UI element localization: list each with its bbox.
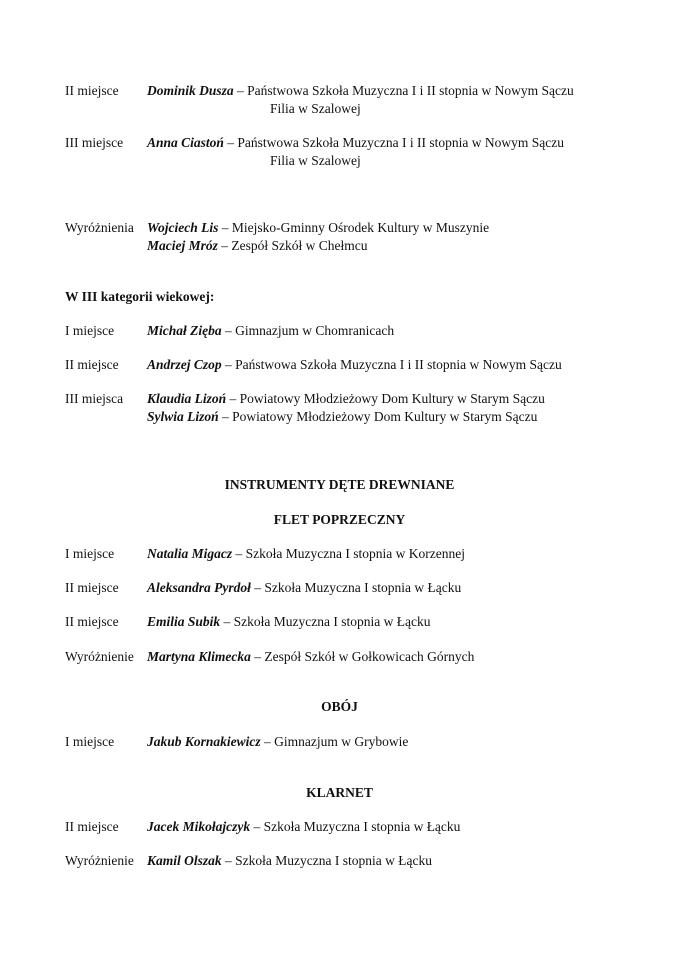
award-entry [147,818,460,835]
award-label: II miejsce [65,83,119,98]
school-name: – Szkoła Muzyczna I stopnia w Korzennej [232,546,465,561]
award-label: Wyróżnienia [65,220,134,235]
winner-name: Maciej Mróz [147,238,218,253]
school-name: – Zespół Szkół w Gołkowicach Górnych [250,649,475,664]
winner-name: Emilia Subik [147,614,221,629]
award-entry [147,237,367,254]
award-label: III miejsce [65,135,124,150]
award-label: III miejsca [65,391,124,406]
school-name: – Gimnazjum w Grybowie [260,734,409,749]
award-entry [147,613,430,630]
award-label: I miejsce [65,546,115,561]
instrument-heading: KLARNET [306,785,373,800]
winner-name: Natalia Migacz [147,546,233,561]
award-entry [147,134,564,151]
winner-name: Jakub Kornakiewicz [147,734,261,749]
award-entry [147,648,474,665]
winner-name: Jacek Mikołajczyk [147,819,251,834]
award-label: II miejsce [65,614,119,629]
award-label: II miejsce [65,580,119,595]
winner-name: Anna Ciastoń [147,135,224,150]
award-entry [147,579,461,596]
award-entry [147,852,432,869]
instrument-heading: FLET POPRZECZNY [273,512,406,527]
school-name: – Państwowa Szkoła Muzyczna I i II stopnia w Nowym Sączu [233,83,574,98]
school-name: – Szkoła Muzyczna I stopnia w Łącku [250,580,462,595]
winner-name: Klaudia Lizoń [147,391,227,406]
award-label: II miejsce [65,819,119,834]
school-name: – Szkoła Muzyczna I stopnia w Łącku [221,853,432,868]
school-branch: Filia w Szalowej [270,101,361,116]
award-entry [147,82,574,99]
winner-name: Andrzej Czop [147,357,222,372]
school-name: – Szkoła Muzyczna I stopnia w Łącku [220,614,431,629]
instrument-heading: OBÓJ [321,699,358,714]
award-entry [147,408,537,425]
award-entry [147,545,465,562]
school-name: – Powiatowy Młodzieżowy Dom Kultury w Starym Sączu [226,391,545,406]
award-label: Wyróżnienie [65,853,134,868]
winner-name: Martyna Klimecka [147,649,251,664]
award-label: I miejsce [65,734,115,749]
school-name: – Państwowa Szkoła Muzyczna I i II stopnia w Nowym Sączu [223,135,564,150]
section-heading: INSTRUMENTY DĘTE DREWNIANE [224,477,455,492]
award-entry [147,356,562,373]
award-label: Wyróżnienie [65,649,134,664]
winner-name: Aleksandra Pyrdoł [147,580,251,595]
award-entry [147,390,545,407]
winner-name: Wojciech Lis [147,220,219,235]
award-label: II miejsce [65,357,119,372]
school-name: – Gimnazjum w Chomranicach [221,323,395,338]
school-name: – Miejsko-Gminny Ośrodek Kultury w Muszynie [218,220,490,235]
winner-name: Kamil Olszak [147,853,222,868]
winner-name: Sylwia Lizoń [147,409,219,424]
winner-name: Michał Zięba [147,323,222,338]
category-heading: W III kategorii wiekowej: [65,289,215,304]
school-name: – Zespół Szkół w Chełmcu [217,238,368,253]
school-name: – Państwowa Szkoła Muzyczna I i II stopnia w Nowym Sączu [221,357,562,372]
award-entry [147,322,394,339]
award-label: I miejsce [65,323,115,338]
school-branch: Filia w Szalowej [270,153,361,168]
school-name: – Szkoła Muzyczna I stopnia w Łącku [250,819,461,834]
winner-name: Dominik Dusza [147,83,234,98]
school-name: – Powiatowy Młodzieżowy Dom Kultury w Starym Sączu [218,409,538,424]
award-entry [147,219,489,236]
award-entry [147,733,408,750]
